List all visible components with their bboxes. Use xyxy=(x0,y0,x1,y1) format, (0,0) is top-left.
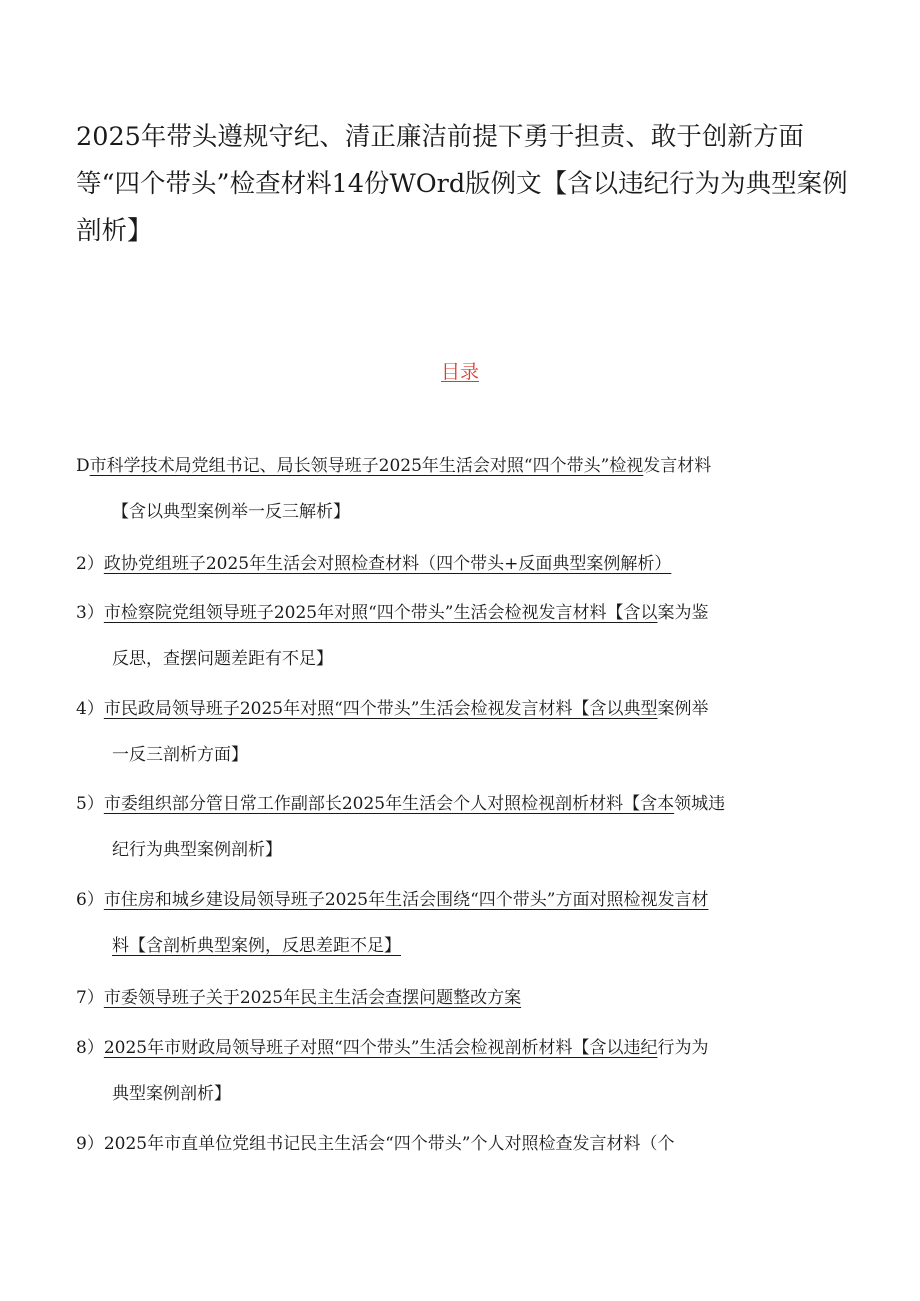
entry-number: 5） xyxy=(76,794,104,814)
entry-number: 6） xyxy=(76,890,104,910)
toc-entry-6 xyxy=(76,877,846,969)
entry-link[interactable]: 政协党组班子2025年生活会对照检查材料（四个带头+反面典型案例解析） xyxy=(103,554,672,574)
entry-text: 行为为 xyxy=(657,1038,709,1058)
entry-text: 发言材料 xyxy=(643,456,712,476)
entry-number: 2） xyxy=(76,554,104,574)
toc-heading[interactable]: 目录 xyxy=(440,361,479,383)
entry-link[interactable]: 市委领导班子关于2025年民主生活会查摆问题整改方案 xyxy=(103,988,522,1008)
toc-entry-9 xyxy=(76,1121,846,1167)
entry-number: 4） xyxy=(76,699,104,719)
entry-number: D xyxy=(76,456,90,476)
toc-entry-2 xyxy=(76,541,846,587)
toc-entry-8 xyxy=(76,1025,846,1117)
entry-continuation: 典型案例剖析】 xyxy=(112,1084,231,1104)
entry-number: 8） xyxy=(76,1038,104,1058)
document-title: 2025年带头遵规守纪、清正廉洁前提下勇于担责、敢于创新方面等“四个带头”检查材料14份WOrd版例文【含以违纪行为为典型案例剖析】 xyxy=(76,122,848,246)
entry-link[interactable]: 市科学技术局党组书记、局长领导班子2025年生活会对照“四个带头”检视 xyxy=(89,456,644,476)
entry-text: 案为鉴 xyxy=(657,603,709,623)
entry-text: 领城违 xyxy=(674,794,726,814)
entry-continuation: 一反三剖析方面】 xyxy=(112,745,248,765)
entry-link[interactable]: 2025年市财政局领导班子对照“四个带头”生活会检视剖析材料【含以违纪 xyxy=(103,1038,658,1058)
toc-entry-4 xyxy=(76,686,846,778)
entry-continuation: 纪行为典型案例剖析】 xyxy=(112,840,282,860)
entry-number: 9） xyxy=(76,1134,104,1154)
entry-link[interactable]: 市委组织部分管日常工作副部长2025年生活会个人对照检视剖析材料【含本 xyxy=(103,794,675,814)
entry-link[interactable]: 市民政局领导班子2025年对照“四个带头”生活会检视发言材料【含以典型 xyxy=(103,699,658,719)
toc-entry-1 xyxy=(76,443,846,535)
toc-entry-7 xyxy=(76,975,846,1021)
entry-continuation: 反思，查摆问题差距有不足】 xyxy=(112,649,333,669)
entry-text: 案例举 xyxy=(657,699,709,719)
entry-continuation-link[interactable]: 料【含剖析典型案例，反思差距不足】 xyxy=(112,936,401,956)
toc-entry-3 xyxy=(76,590,846,682)
entry-number: 7） xyxy=(76,988,104,1008)
toc-entry-5 xyxy=(76,781,846,873)
entry-number: 3） xyxy=(76,603,104,623)
entry-link[interactable]: 市检察院党组领导班子2025年对照“四个带头”生活会检视发言材料【含以 xyxy=(103,603,658,623)
entry-link[interactable]: 市住房和城乡建设局领导班子2025年生活会围绕“四个带头”方面对照检视发言材 xyxy=(103,890,709,910)
entry-continuation: 【含以典型案例举一反三解析】 xyxy=(112,502,350,522)
entry-text: 2025年市直单位党组书记民主生活会“四个带头”个人对照检查发言材料（个 xyxy=(103,1134,675,1154)
